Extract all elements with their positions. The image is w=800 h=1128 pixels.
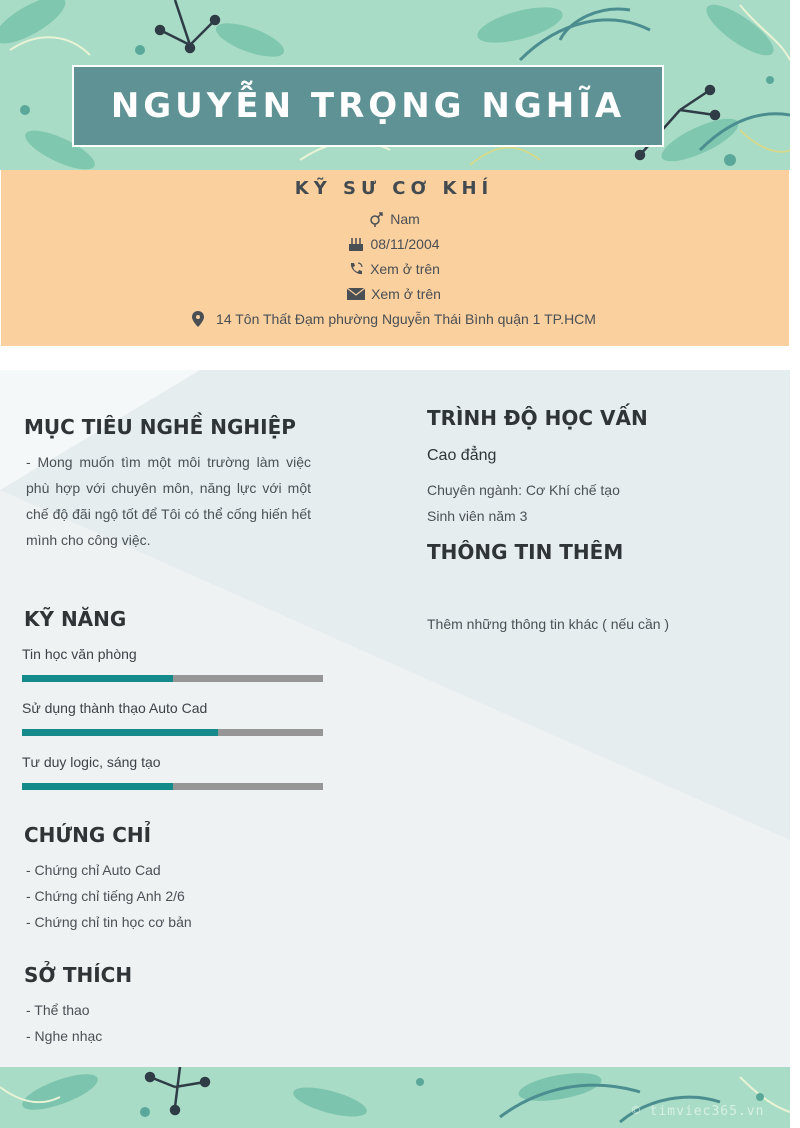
phone-icon bbox=[348, 261, 364, 280]
email-row bbox=[0, 286, 788, 304]
phone-value: Xem ở trên bbox=[370, 261, 440, 278]
envelope-icon bbox=[347, 287, 365, 304]
candidate-name: NGUYỄN TRỌNG NGHĨA bbox=[110, 86, 626, 126]
gender-row bbox=[0, 211, 788, 230]
certificate-item: - Chứng chỉ tin học cơ bản bbox=[26, 914, 192, 930]
job-title: KỸ SƯ CƠ KHÍ bbox=[294, 178, 494, 199]
phone-row bbox=[0, 261, 788, 280]
certificate-item: - Chứng chỉ Auto Cad bbox=[26, 862, 161, 878]
certificates-title: CHỨNG CHỈ bbox=[24, 823, 152, 847]
birthday-cake-icon bbox=[348, 236, 364, 255]
hobby-item: - Nghe nhạc bbox=[26, 1028, 103, 1044]
name-box bbox=[72, 65, 664, 147]
gender-icon bbox=[368, 211, 384, 230]
birthday-value: 08/11/2004 bbox=[370, 236, 440, 253]
hobby-item: - Thể thao bbox=[26, 1002, 90, 1018]
education-title: TRÌNH ĐỘ HỌC VẤN bbox=[427, 406, 648, 430]
certificate-item: - Chứng chỉ tiếng Anh 2/6 bbox=[26, 888, 185, 904]
email-value: Xem ở trên bbox=[371, 286, 441, 302]
hobbies-title: SỞ THÍCH bbox=[24, 963, 133, 987]
skill-label: Tin học văn phòng bbox=[22, 646, 137, 662]
map-pin-icon bbox=[192, 311, 204, 330]
skill-bar bbox=[22, 729, 323, 736]
skills-title: KỸ NĂNG bbox=[24, 607, 127, 631]
skill-bar bbox=[22, 783, 323, 790]
address-row bbox=[0, 311, 788, 330]
skill-label: Tư duy logic, sáng tạo bbox=[22, 754, 161, 770]
extra-info-text: Thêm những thông tin khác ( nếu cần ) bbox=[427, 616, 670, 632]
skill-label: Sử dụng thành thạo Auto Cad bbox=[22, 700, 208, 716]
skill-bar bbox=[22, 675, 323, 682]
skill-bar-fill bbox=[22, 729, 218, 736]
skill-bar-fill bbox=[22, 675, 173, 682]
birthday-row bbox=[0, 236, 788, 255]
education-degree: Cao đẳng bbox=[427, 447, 497, 464]
education-year: Sinh viên năm 3 bbox=[427, 508, 528, 524]
objective-text: - Mong muốn tìm một môi trường làm việc phù hợp với chuyên môn, năng lực với một chế độ đãi ngộ tốt để Tôi có thể cống hiến hết mình cho công việc. bbox=[26, 454, 311, 548]
skill-bar-fill bbox=[22, 783, 173, 790]
gender-value: Nam bbox=[390, 211, 420, 228]
watermark: © timviec365.vn bbox=[632, 1104, 765, 1119]
education-major: Chuyên ngành: Cơ Khí chế tạo bbox=[427, 482, 620, 498]
objective-title: MỤC TIÊU NGHỀ NGHIỆP bbox=[24, 415, 296, 439]
address-value: 14 Tôn Thất Đạm phường Nguyễn Thái Bình quận 1 TP.HCM bbox=[216, 311, 596, 328]
extra-info-title: THÔNG TIN THÊM bbox=[427, 540, 624, 564]
